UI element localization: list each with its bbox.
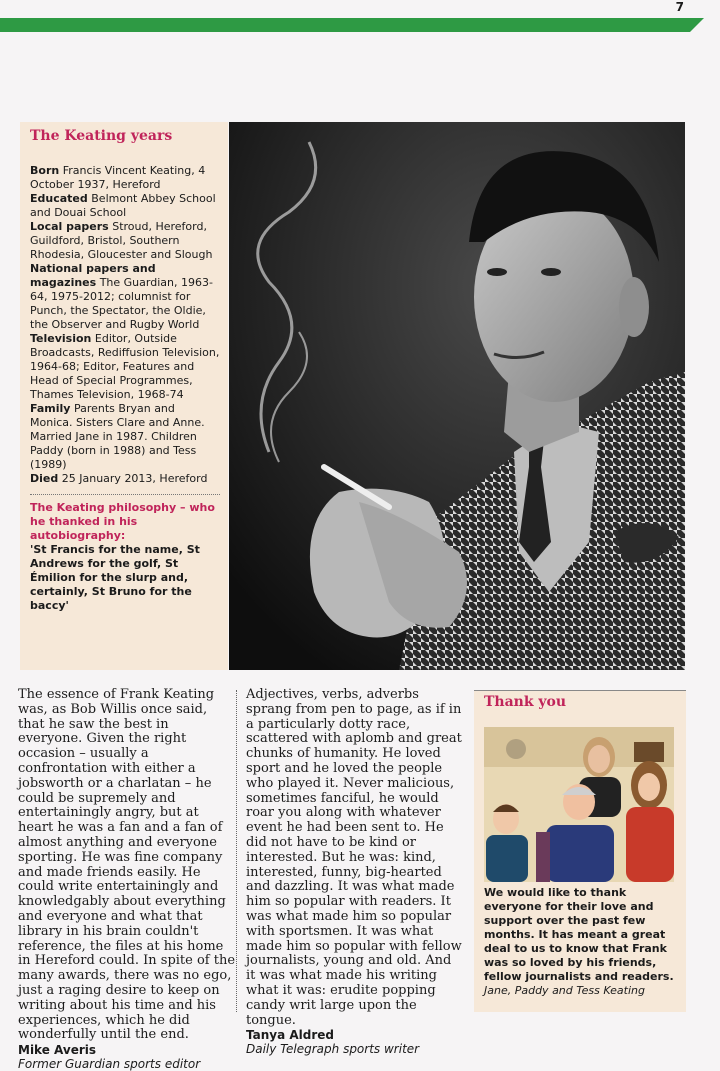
- philosophy-heading: The Keating philosophy – who he thanked in his autobiography:: [30, 501, 215, 542]
- portrait-illustration: [229, 122, 685, 670]
- bio-entry-educated: Educated Belmont Abbey School and Douai School: [30, 192, 216, 219]
- bio-divider: [30, 494, 220, 495]
- page-number: 7: [675, 0, 684, 14]
- bio-entry-local-papers: Local papers Stroud, Hereford, Guildford, Bristol, Southern Rhodesia, Gloucester and Slough: [30, 220, 213, 261]
- family-photo-illustration: [484, 727, 674, 882]
- article-aldred: [246, 688, 464, 1056]
- header-green-bar: [0, 18, 690, 32]
- bio-entry-died: Died 25 January 2013, Hereford: [30, 472, 208, 485]
- bio-entry-national-papers: National papers and magazines The Guardian, 1963-64, 1975-2012; columnist for Punch, the Spectator, the Oldie, the Observer and Rugby World: [30, 262, 213, 331]
- bio-entry-television: Television Editor, Outside Broadcasts, Rediffusion Television, 1964-68; Editor, Features and Head of Special Programmes, Thames Television, 1968-74: [30, 332, 220, 401]
- bio-panel: [20, 122, 228, 670]
- article-averis-body: The essence of Frank Keating was, as Bob Willis once said, that he saw the best in everyone. Given the right occasion – usually a confrontation with either a jobsworth or a charlatan – he could be supremely and entertainingly angry, but at heart he was a fan and a fan of almost anything and everyone sporting. He was fine company and made friends easily. He could write entertainingly and knowledgably about everything and everyone and what that library in his brain couldn't reference, the files at his home in Hereford could. In spite of the many awards, there was no ego, just a raging desire to keep on writing about his time and his experiences, which he did wonderfully until the end.: [18, 687, 236, 1043]
- article-averis-role: Former Guardian sports editor: [18, 1057, 201, 1071]
- article-averis-author: Mike Averis: [18, 1043, 97, 1058]
- thank-you-panel: [474, 690, 686, 1012]
- bio-title: The Keating years: [30, 128, 173, 144]
- thank-you-signature: Jane, Paddy and Tess Keating: [484, 984, 645, 997]
- column-divider: [236, 690, 237, 1012]
- article-aldred-role: Daily Telegraph sports writer: [246, 1042, 420, 1057]
- family-photo: [484, 727, 674, 882]
- portrait-photo: [229, 122, 685, 670]
- philosophy-quote: 'St Francis for the name, St Andrews for the golf, St Émilion for the slurp and, certainly, St Bruno for the baccy': [30, 543, 200, 612]
- article-aldred-author: Tanya Aldred: [246, 1028, 335, 1043]
- article-aldred-body: Adjectives, verbs, adverbs sprang from pen to page, as if in a particularly dotty race, scattered with aplomb and great chunks of humanity. He loved sport and he loved the people who played it. Never malicious, sometimes fanciful, he would roar you along with whatever event he had been sent to. He did not have to be kind or interested. But he was: kind, interested, funny, big-hearted and dazzling. It was what made him so popular with readers. It was what made him so popular with sportsmen. It was what made him so popular with fellow journalists, young and old. And it was what made his writing what it was: erudite popping candy writ large upon the tongue.: [246, 687, 462, 1028]
- thank-you-message: We would like to thank everyone for their love and support over the past few months. It has meant a great deal to us to know that Frank was so loved by his friends, fellow journalists and readers.: [484, 886, 674, 983]
- bio-entry-born: Born Francis Vincent Keating, 4 October 1937, Hereford: [30, 164, 206, 191]
- thank-you-title: Thank you: [484, 694, 567, 710]
- article-averis: [18, 688, 236, 1071]
- bio-entry-family: Family Parents Bryan and Monica. Sisters Clare and Anne. Married Jane in 1987. Children Paddy (born in 1988) and Tess (1989): [30, 402, 205, 471]
